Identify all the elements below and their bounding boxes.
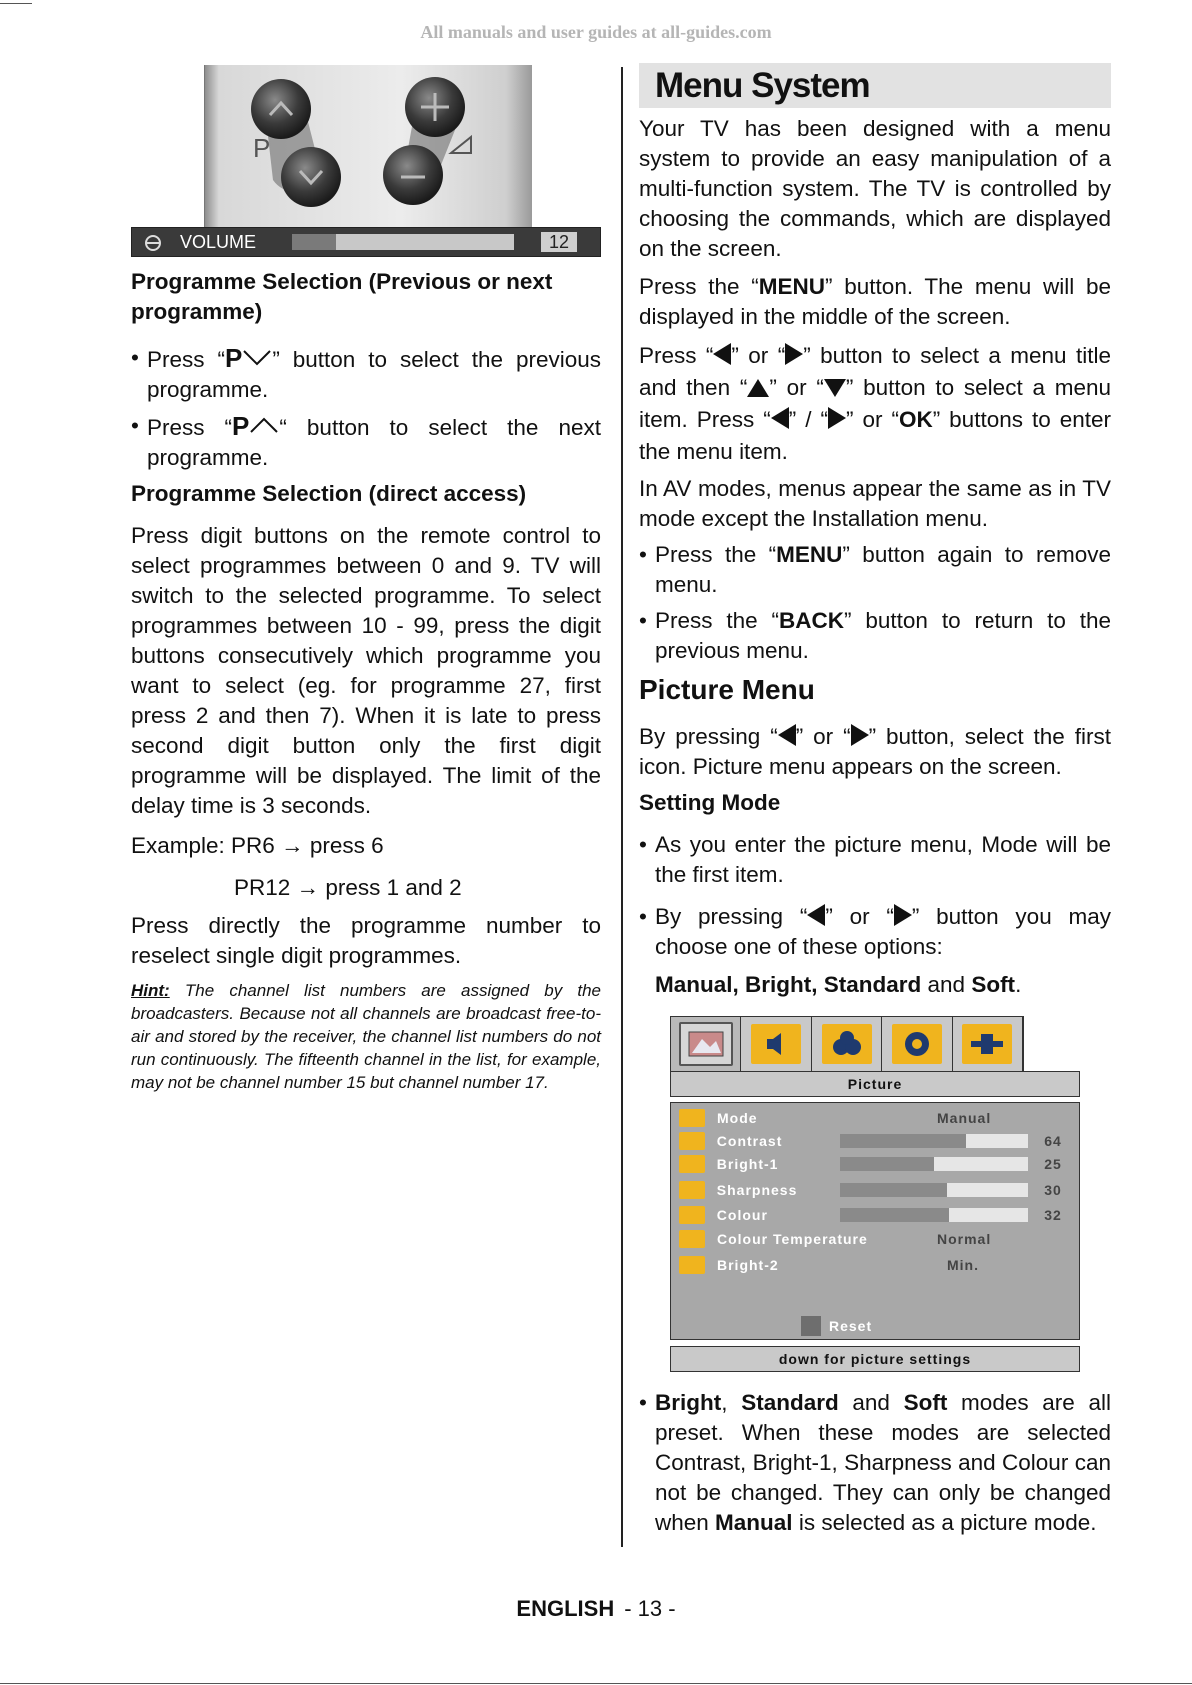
osd-row-colour: Colour 32 <box>679 1204 1074 1226</box>
reselect-text: Press directly the programme number to reselect single digit programmes. <box>131 913 601 968</box>
bright-2-icon <box>679 1256 705 1274</box>
volume-track <box>292 234 514 250</box>
column-divider <box>621 67 623 1547</box>
right-arrow-icon <box>828 407 846 429</box>
page-number: - 13 - <box>624 1596 676 1621</box>
arrow-icon: → <box>281 833 304 858</box>
hint-label: Hint: <box>131 981 170 1000</box>
direct-access-heading: Programme Selection (direct access) <box>131 481 527 506</box>
bullet-preset-modes: • Bright, Standard and Soft modes are all preset. When these modes are selected Contrast, Bright-1, Sharpness and Colour can not be changed. They can only be changed when Manual is selected as a picture mode. <box>639 1388 1111 1538</box>
osd-title: Picture <box>670 1071 1080 1097</box>
bullet-remove-menu: • Press the “MENU” button again to remove menu. <box>639 540 1111 600</box>
menu-system-heading: Menu System <box>639 63 1111 108</box>
setting-mode-heading: Setting Mode <box>639 790 781 815</box>
volume-label: VOLUME <box>180 231 257 252</box>
svg-text:P: P <box>253 133 271 163</box>
colour-temperature-icon <box>679 1230 705 1248</box>
example-line-2: PR12 → press 1 and 2 <box>234 875 462 900</box>
osd-row-sharpness: Sharpness 30 <box>679 1179 1074 1201</box>
left-arrow-icon <box>778 724 796 746</box>
mode-icon <box>679 1109 705 1127</box>
osd-tab-bar <box>670 1016 1024 1072</box>
remote-control-photo <box>204 65 532 227</box>
speaker-icon <box>751 1024 801 1064</box>
volume-osd-bar <box>131 227 601 257</box>
down-arrow-icon <box>824 379 846 397</box>
up-arrow-icon <box>747 379 769 397</box>
language-label: ENGLISH <box>516 1596 615 1621</box>
watermark: All manuals and user guides at all-guides.com <box>420 22 772 42</box>
hint-paragraph: Hint: The channel list numbers are assigned by the broadcasters. Because not all channels are broadcast free-to-air and stored by the receiver, the channel list numbers do not run continuously. The fifteenth channel in the list, for example, may not be channel number 15 but channel number 17. <box>131 981 601 1092</box>
left-arrow-icon <box>771 407 789 429</box>
bright-1-slider <box>840 1157 1028 1171</box>
osd-row-bright-2: Bright-2 Min. <box>679 1254 1074 1276</box>
install-icon <box>892 1024 942 1064</box>
osd-row-bright-1: Bright-1 25 <box>679 1153 1074 1175</box>
osd-tab-sound <box>741 1017 811 1071</box>
bullet-back: • Press the “BACK” button to return to the previous menu. <box>639 606 1111 666</box>
p-icon: P <box>232 411 250 441</box>
volume-value: 12 <box>541 232 577 252</box>
chevron-up-icon <box>249 415 279 435</box>
feature-icon <box>822 1024 872 1064</box>
picture-menu-intro: By pressing “ ” or “ ” button, select the first icon. Picture menu appears on the screen. <box>639 724 1111 779</box>
bullet-first-item: • As you enter the picture menu, Mode will be the first item. <box>639 830 1111 890</box>
menu-intro: Your TV has been designed with a menu system to provide an easy manipulation of a multi-function system. The TV is controlled by choosing the commands, which are displayed on the screen. <box>639 116 1111 261</box>
picture-menu-heading: Picture Menu <box>639 674 815 705</box>
page-footer <box>0 1596 1192 1622</box>
picture-menu-screenshot <box>670 1016 1080 1374</box>
osd-tab-source <box>953 1017 1023 1071</box>
right-arrow-icon <box>851 724 869 746</box>
source-icon <box>962 1024 1012 1064</box>
volume-fill <box>292 234 336 250</box>
brightness-icon <box>679 1155 705 1173</box>
example-line-1: Example: PR6 → press 6 <box>131 833 384 858</box>
osd-row-mode: Mode Manual <box>679 1107 1074 1129</box>
osd-tab-install <box>882 1017 952 1071</box>
osd-tab-feature <box>812 1017 882 1071</box>
corner-crop-mark <box>0 3 32 4</box>
bullet-next-programme: • Press “P “ button to select the next programme. <box>131 411 601 473</box>
bullet-choose-options: • By pressing “ ” or “ ” button you may choose one of these options: <box>639 902 1111 962</box>
left-arrow-icon <box>713 343 731 365</box>
press-menu-text: Press the “MENU” button. The menu will be displayed in the middle of the screen. <box>639 274 1111 329</box>
colour-icon <box>679 1206 705 1224</box>
direct-access-body: Press digit buttons on the remote control to select programmes between 0 and 9. TV will switch to the selected programme. To select programmes between 10 - 99, press the digit buttons consecutively which programme you want to select (eg. for programme 27, first press 2 and then 7). When it is late to press second digit button only the first digit programme will be displayed. The limit of the delay time is 3 seconds. <box>131 523 601 818</box>
p-icon: P <box>224 343 243 373</box>
speaker-icon <box>142 233 164 251</box>
left-column <box>131 65 601 1094</box>
bullet-previous-programme: • Press “P ” button to select the previous programme. <box>131 343 601 405</box>
right-arrow-icon <box>894 904 912 926</box>
picture-icon <box>679 1022 733 1066</box>
osd-footer: down for picture settings <box>670 1346 1080 1372</box>
colour-slider <box>840 1208 1028 1222</box>
contrast-slider <box>840 1134 1028 1148</box>
osd-row-contrast: Contrast 64 <box>679 1130 1074 1152</box>
osd-panel <box>670 1102 1080 1340</box>
chevron-down-icon <box>242 347 272 367</box>
left-arrow-icon <box>807 904 825 926</box>
remote-buttons-icon <box>205 65 532 227</box>
right-arrow-icon <box>785 343 803 365</box>
mode-options: Manual, Bright, Standard and Soft. <box>655 972 1022 997</box>
arrow-icon: → <box>296 875 320 900</box>
osd-tab-picture <box>671 1017 741 1071</box>
sharpness-icon <box>679 1181 705 1199</box>
right-column <box>639 63 1111 1538</box>
sharpness-slider <box>840 1183 1028 1197</box>
red-square-icon <box>801 1316 821 1336</box>
osd-row-colour-temperature: Colour Temperature Normal <box>679 1228 1074 1250</box>
osd-reset: Reset <box>801 1316 872 1336</box>
bottom-rule <box>0 1683 1192 1684</box>
contrast-icon <box>679 1132 705 1150</box>
prog-prev-next-heading: Programme Selection (Previous or next programme) <box>131 269 553 324</box>
navigation-text: Press “ ” or “ ” button to select a menu title and then “ ” or “ ” button to select a menu item. Press “ ” / “ ” or “OK” buttons to enter the menu item. <box>639 343 1111 464</box>
av-modes-text: In AV modes, menus appear the same as in TV mode except the Installation menu. <box>639 476 1111 531</box>
